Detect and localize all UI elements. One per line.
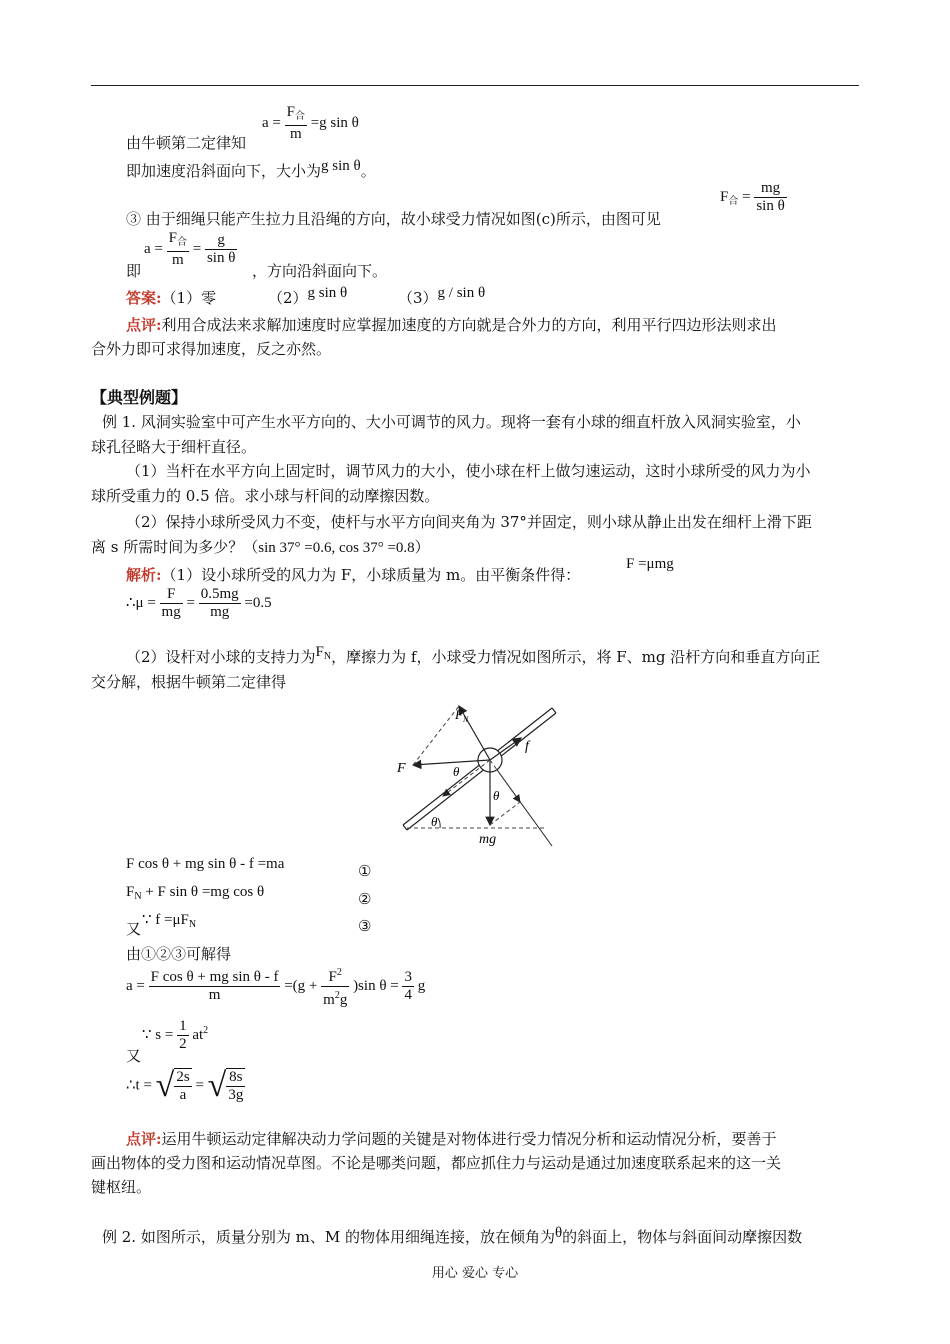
example-2-line1: 例 2. 如图所示，质量分别为 m、M 的物体用细绳连接，放在倾角为θ的斜面上，物体与斜面间动摩擦因数 [102, 1225, 803, 1246]
force-diagram [395, 690, 565, 855]
question-1-line2: 球所受重力的 0.5 倍。求小球与杆间的动摩擦因数。 [91, 487, 440, 505]
comment-1-line1: 点评:利用合成法来求解加速度时应掌握加速度的方向就是合外力的方向，利用平行四边形法则求出 [126, 316, 777, 334]
answer-2: （2）g sin θ [268, 285, 348, 307]
square-root: √ $\frac{8s}{3g}$ [207, 1067, 244, 1104]
question-1-line1: （1）当杆在水平方向上固定时，调节风力的大小，使小球在杆上做匀速运动，这时小球所受的风力为小 [126, 462, 811, 480]
comment-2-line1: 点评:运用牛顿运动定律解决动力学问题的关键是对物体进行受力情况分析和运动情况分析，要善于 [126, 1130, 777, 1148]
equation-1: F cos θ + mg sin θ - f =ma [126, 856, 285, 872]
square-root: √ $\frac{2s}{a}$ [155, 1067, 190, 1104]
rope-force-text: ③ 由于细绳只能产生拉力且沿绳的方向，故小球受力情况如图(c)所示，由图可见 [126, 210, 661, 228]
equation-3-number: ③ [358, 917, 372, 935]
equation-3-prefix: 又 [126, 920, 142, 938]
answer-line: 答案:（1）零 [126, 289, 217, 307]
acceleration-prefix: 即 [126, 262, 142, 280]
equation-2: $F_N + F$ sin θ =mg cos θ [126, 884, 265, 902]
acceleration-equation: a = $\frac{F_合}{m}$ = $\frac{g}{\text{sin θ}}$ [144, 230, 236, 268]
friction-label: f [525, 739, 529, 754]
theta-label: θ [493, 788, 500, 803]
section-title: 【典型例题】 [91, 388, 188, 407]
angle-arc [438, 818, 440, 828]
question-2-line2: 离 s 所需时间为多少？（sin 37° =0.6, cos 37° =0.8） [91, 538, 430, 556]
theta-label: θ [431, 814, 438, 829]
solution-part2-line2: 交分解，根据牛顿第二定律得 [91, 673, 287, 691]
acceleration-direction: ，方向沿斜面向下。 [252, 262, 388, 280]
solve-line: 由①②③可解得 [126, 945, 232, 963]
wind-component-arrow [443, 760, 490, 796]
rod [403, 708, 556, 830]
acceleration-result: a = $\frac{\text{F cos θ + mg sin θ - f}}{m}$ =(g + $\frac{F^2}{m^2g}$ )sin θ = $\frac{3}{4}$ g [126, 964, 425, 1009]
comment-2-line2: 画出物体的受力图和运动情况草图。不论是哪类问题，都应抓住力与运动是通过加速度联系起来的这一关 [91, 1154, 782, 1172]
parallelogram-line [413, 706, 459, 765]
fraction: $\frac{F_合}{m}$ [286, 104, 305, 142]
comment-2-line3: 键枢纽。 [91, 1178, 152, 1196]
gravity-label: mg [479, 832, 497, 847]
net-force-equation: $F_合$ = $\frac{mg}{\text{sin θ}}$ [720, 180, 785, 214]
equation-1-number: ① [358, 862, 372, 880]
equation-3: ∵ $f =\mu F_N$ [142, 912, 197, 930]
solution-line1: 解析:（1）设小球所受的风力为 F，小球质量为 m。由平衡条件得： [126, 566, 581, 584]
comment-1-line2: 合外力即可求得加速度，反之亦然。 [91, 340, 332, 358]
theta-label: θ [453, 764, 460, 779]
header-rule [91, 85, 859, 86]
distance-prefix: 又 [126, 1047, 142, 1065]
balance-equation: F =μmg [626, 556, 674, 572]
parallelogram-line [490, 802, 520, 825]
time-equation: ∴t = √ $\frac{2s}{a}$ = √ $\frac{8s}{3g}$ [126, 1067, 244, 1104]
newton-equation: a = $\frac{F_合}{m}$ =g sin θ [262, 104, 359, 142]
example-1-line2: 球孔径略大于细杆直径。 [91, 438, 257, 456]
acceleration-line: 即加速度沿斜面向下，大小为g sin θ。 [126, 158, 376, 180]
question-2-line1: （2）保持小球所受风力不变，使杆与水平方向间夹角为 37°并固定，则小球从静止出发在细杆上滑下距 [126, 513, 812, 531]
mu-equation: ∴μ = $\frac{F}{mg}$ = $\frac{0.5mg}{mg}$ =0.5 [126, 586, 272, 620]
wind-force-label: F [397, 761, 406, 776]
newton-label: 由牛顿第二定律知 [126, 134, 247, 152]
normal-force-label: $F_N$ [455, 707, 469, 724]
footer: 用心 爱心 专心 [431, 1266, 519, 1281]
equation-2-number: ② [358, 890, 372, 908]
answer-3: （3）g / sin θ [398, 285, 486, 307]
example-1-line1: 例 1. 风洞实验室中可产生水平方向的、大小可调节的风力。现将一套有小球的细直杆放入风洞实验室，小 [102, 413, 801, 431]
distance-equation: ∵ s = $\frac{1}{2}$ $at^2$ [142, 1018, 209, 1052]
solution-part2-line1: （2）设杆对小球的支持力为$F_N$，摩擦力为 f，小球受力情况如图所示，将 F、mg 沿杆方向和垂直方向正 [126, 644, 821, 666]
